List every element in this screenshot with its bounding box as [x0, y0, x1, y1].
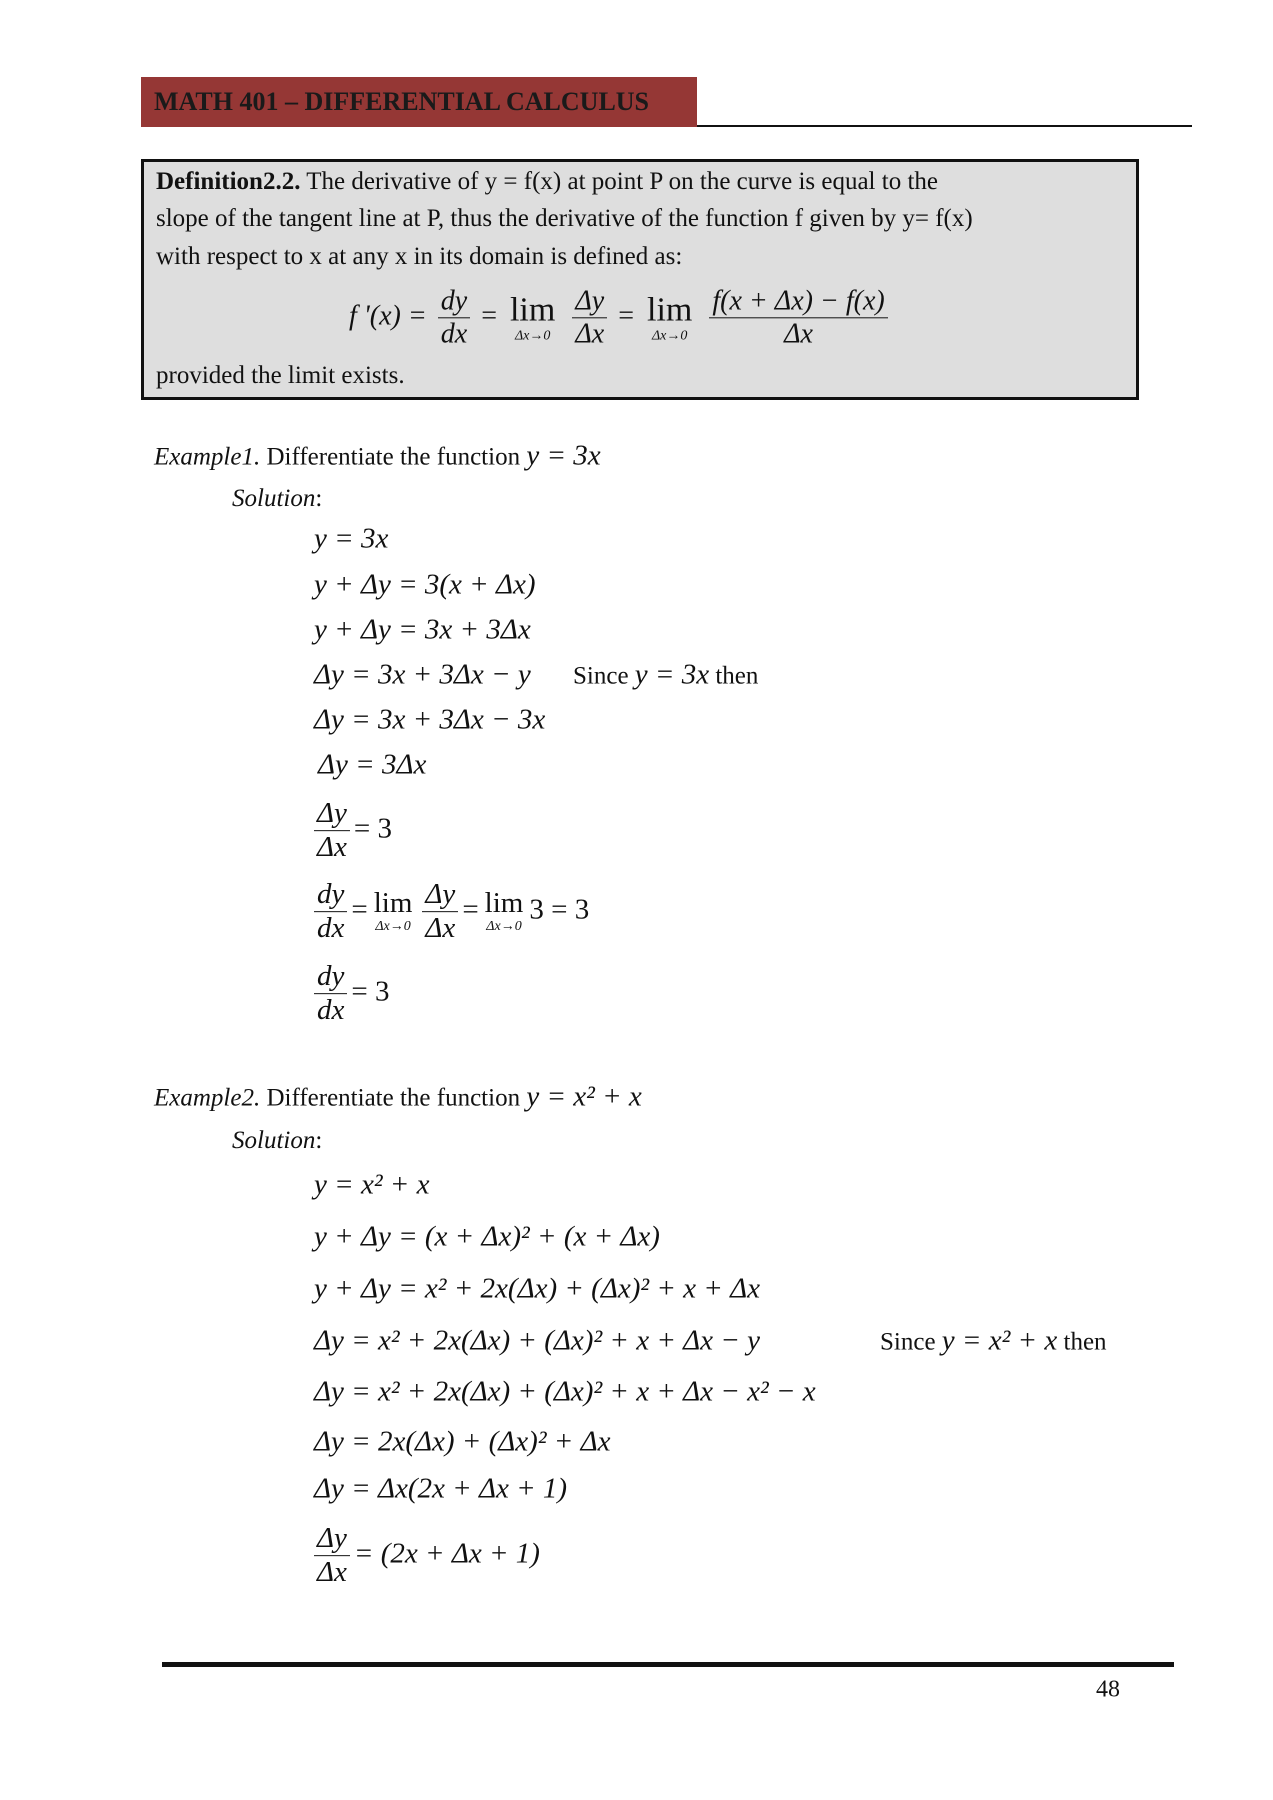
equals: =	[618, 300, 634, 332]
denominator: Δx	[425, 912, 456, 945]
delta-fraction	[572, 285, 607, 350]
lim-text: lim	[484, 887, 524, 920]
example1-step: y + Δy = 3x + 3Δx	[314, 613, 531, 646]
example2-step: Δy = x² + 2x(Δx) + (Δx)² + x + Δx − y	[314, 1324, 760, 1357]
lim-text: lim	[509, 291, 556, 328]
numerator: dy	[314, 878, 347, 912]
example2-step: Δy = Δx(2x + Δx + 1)	[314, 1472, 568, 1505]
example2-note	[880, 1325, 1107, 1358]
page-number: 48	[1096, 1676, 1120, 1703]
rhs: = 3	[353, 812, 393, 845]
fraction	[422, 878, 458, 946]
note-expr: y = 3x	[634, 658, 710, 691]
limit	[373, 887, 413, 935]
example-label: Example2.	[154, 1084, 261, 1112]
numerator: dy	[438, 285, 470, 318]
lim-sub: Δx→0	[375, 919, 411, 935]
lim-sub: Δx→0	[651, 328, 688, 343]
derivative-formula	[349, 285, 892, 350]
fraction	[314, 797, 350, 865]
denominator: dx	[317, 912, 345, 945]
example1-solution-label	[232, 485, 322, 513]
denominator: dx	[317, 994, 345, 1027]
example2-solution-label	[232, 1127, 322, 1155]
example2-step: Δy = x² + 2x(Δx) + (Δx)² + x + Δx − x² − x	[314, 1375, 816, 1408]
fraction	[314, 960, 347, 1028]
note-since: Since	[880, 1328, 936, 1356]
example1-step: y = 3x	[314, 522, 389, 555]
numerator: Δy	[422, 878, 458, 912]
note-since: Since	[573, 662, 629, 690]
solution-text: Solution	[232, 485, 316, 512]
rhs: = (2x + Δx + 1)	[353, 1537, 540, 1570]
lim-text: lim	[647, 291, 693, 328]
lim-sub: Δx→0	[486, 919, 522, 935]
example2-step: y + Δy = (x + Δx)² + (x + Δx)	[314, 1220, 660, 1253]
colon: :	[315, 485, 323, 512]
example-prompt: Differentiate the function	[260, 1084, 527, 1112]
example1-step: Δy = 3x + 3Δx − y	[314, 658, 531, 691]
definition-footer: provided the limit exists.	[156, 362, 405, 389]
definition-box	[141, 159, 1139, 400]
colon: :	[315, 1127, 323, 1154]
denominator: Δx	[575, 318, 605, 350]
numerator: Δy	[572, 285, 607, 318]
example1-heading	[154, 440, 601, 473]
example1-step: Δy = 3x + 3Δx − 3x	[314, 703, 546, 736]
limit	[510, 293, 555, 343]
definition-line-3: with respect to x at any x in its domain is defined as:	[156, 243, 683, 270]
example-label: Example1.	[154, 443, 261, 471]
note-then: then	[1063, 1328, 1107, 1356]
rhs: 3 = 3	[529, 893, 590, 926]
example-function: y = 3x	[526, 439, 601, 472]
rhs: = 3	[351, 975, 390, 1008]
example1-note	[573, 659, 758, 692]
example1-step: Δy = 3Δx	[318, 748, 427, 781]
numerator: Δy	[314, 1522, 350, 1556]
example2-heading	[154, 1081, 642, 1114]
example2-step	[310, 1522, 540, 1590]
definition-text: The derivative of y = f(x) at point P on the curve is equal to the	[300, 168, 938, 195]
example-function: y = x² + x	[526, 1080, 642, 1113]
header-rule	[697, 125, 1192, 127]
example-prompt: Differentiate the function	[260, 443, 527, 471]
example2-step: y + Δy = x² + 2x(Δx) + (Δx)² + x + Δx	[314, 1272, 760, 1305]
equals: =	[351, 893, 368, 926]
lim-text: lim	[373, 887, 413, 920]
example1-step	[310, 878, 589, 946]
note-expr: y = x² + x	[941, 1324, 1058, 1357]
denominator: Δx	[784, 318, 813, 350]
numerator: Δy	[314, 797, 350, 831]
dy-dx-fraction	[438, 285, 470, 350]
lim-sub: Δx→0	[514, 328, 551, 343]
fraction	[314, 878, 347, 946]
example1-step	[310, 797, 392, 865]
example1-step	[310, 960, 389, 1028]
limit	[484, 887, 524, 935]
example2-step: y = x² + x	[314, 1168, 430, 1201]
example1-step: y + Δy = 3(x + Δx)	[314, 568, 536, 601]
definition-line-2: slope of the tangent line at P, thus the derivative of the function f given by y= f(x)	[156, 205, 973, 232]
header-band	[141, 77, 697, 127]
denominator: dx	[440, 318, 468, 350]
example2-step: Δy = 2x(Δx) + (Δx)² + Δx	[314, 1425, 611, 1458]
equals: =	[462, 893, 479, 926]
difference-quotient	[709, 285, 887, 350]
equals: =	[481, 300, 497, 332]
limit	[647, 293, 692, 343]
definition-line-1	[156, 167, 938, 197]
fraction	[314, 1522, 350, 1590]
definition-label: Definition2.2.	[156, 168, 301, 195]
numerator: dy	[314, 960, 347, 994]
numerator: f(x + Δx) − f(x)	[709, 285, 887, 318]
footer-rule	[162, 1662, 1174, 1667]
formula-lhs: f '(x) =	[349, 300, 427, 332]
note-then: then	[715, 662, 759, 690]
solution-text: Solution	[232, 1127, 316, 1154]
header-title: MATH 401 – DIFFERENTIAL CALCULUS	[154, 87, 650, 116]
denominator: Δx	[317, 831, 347, 864]
denominator: Δx	[317, 1556, 347, 1589]
